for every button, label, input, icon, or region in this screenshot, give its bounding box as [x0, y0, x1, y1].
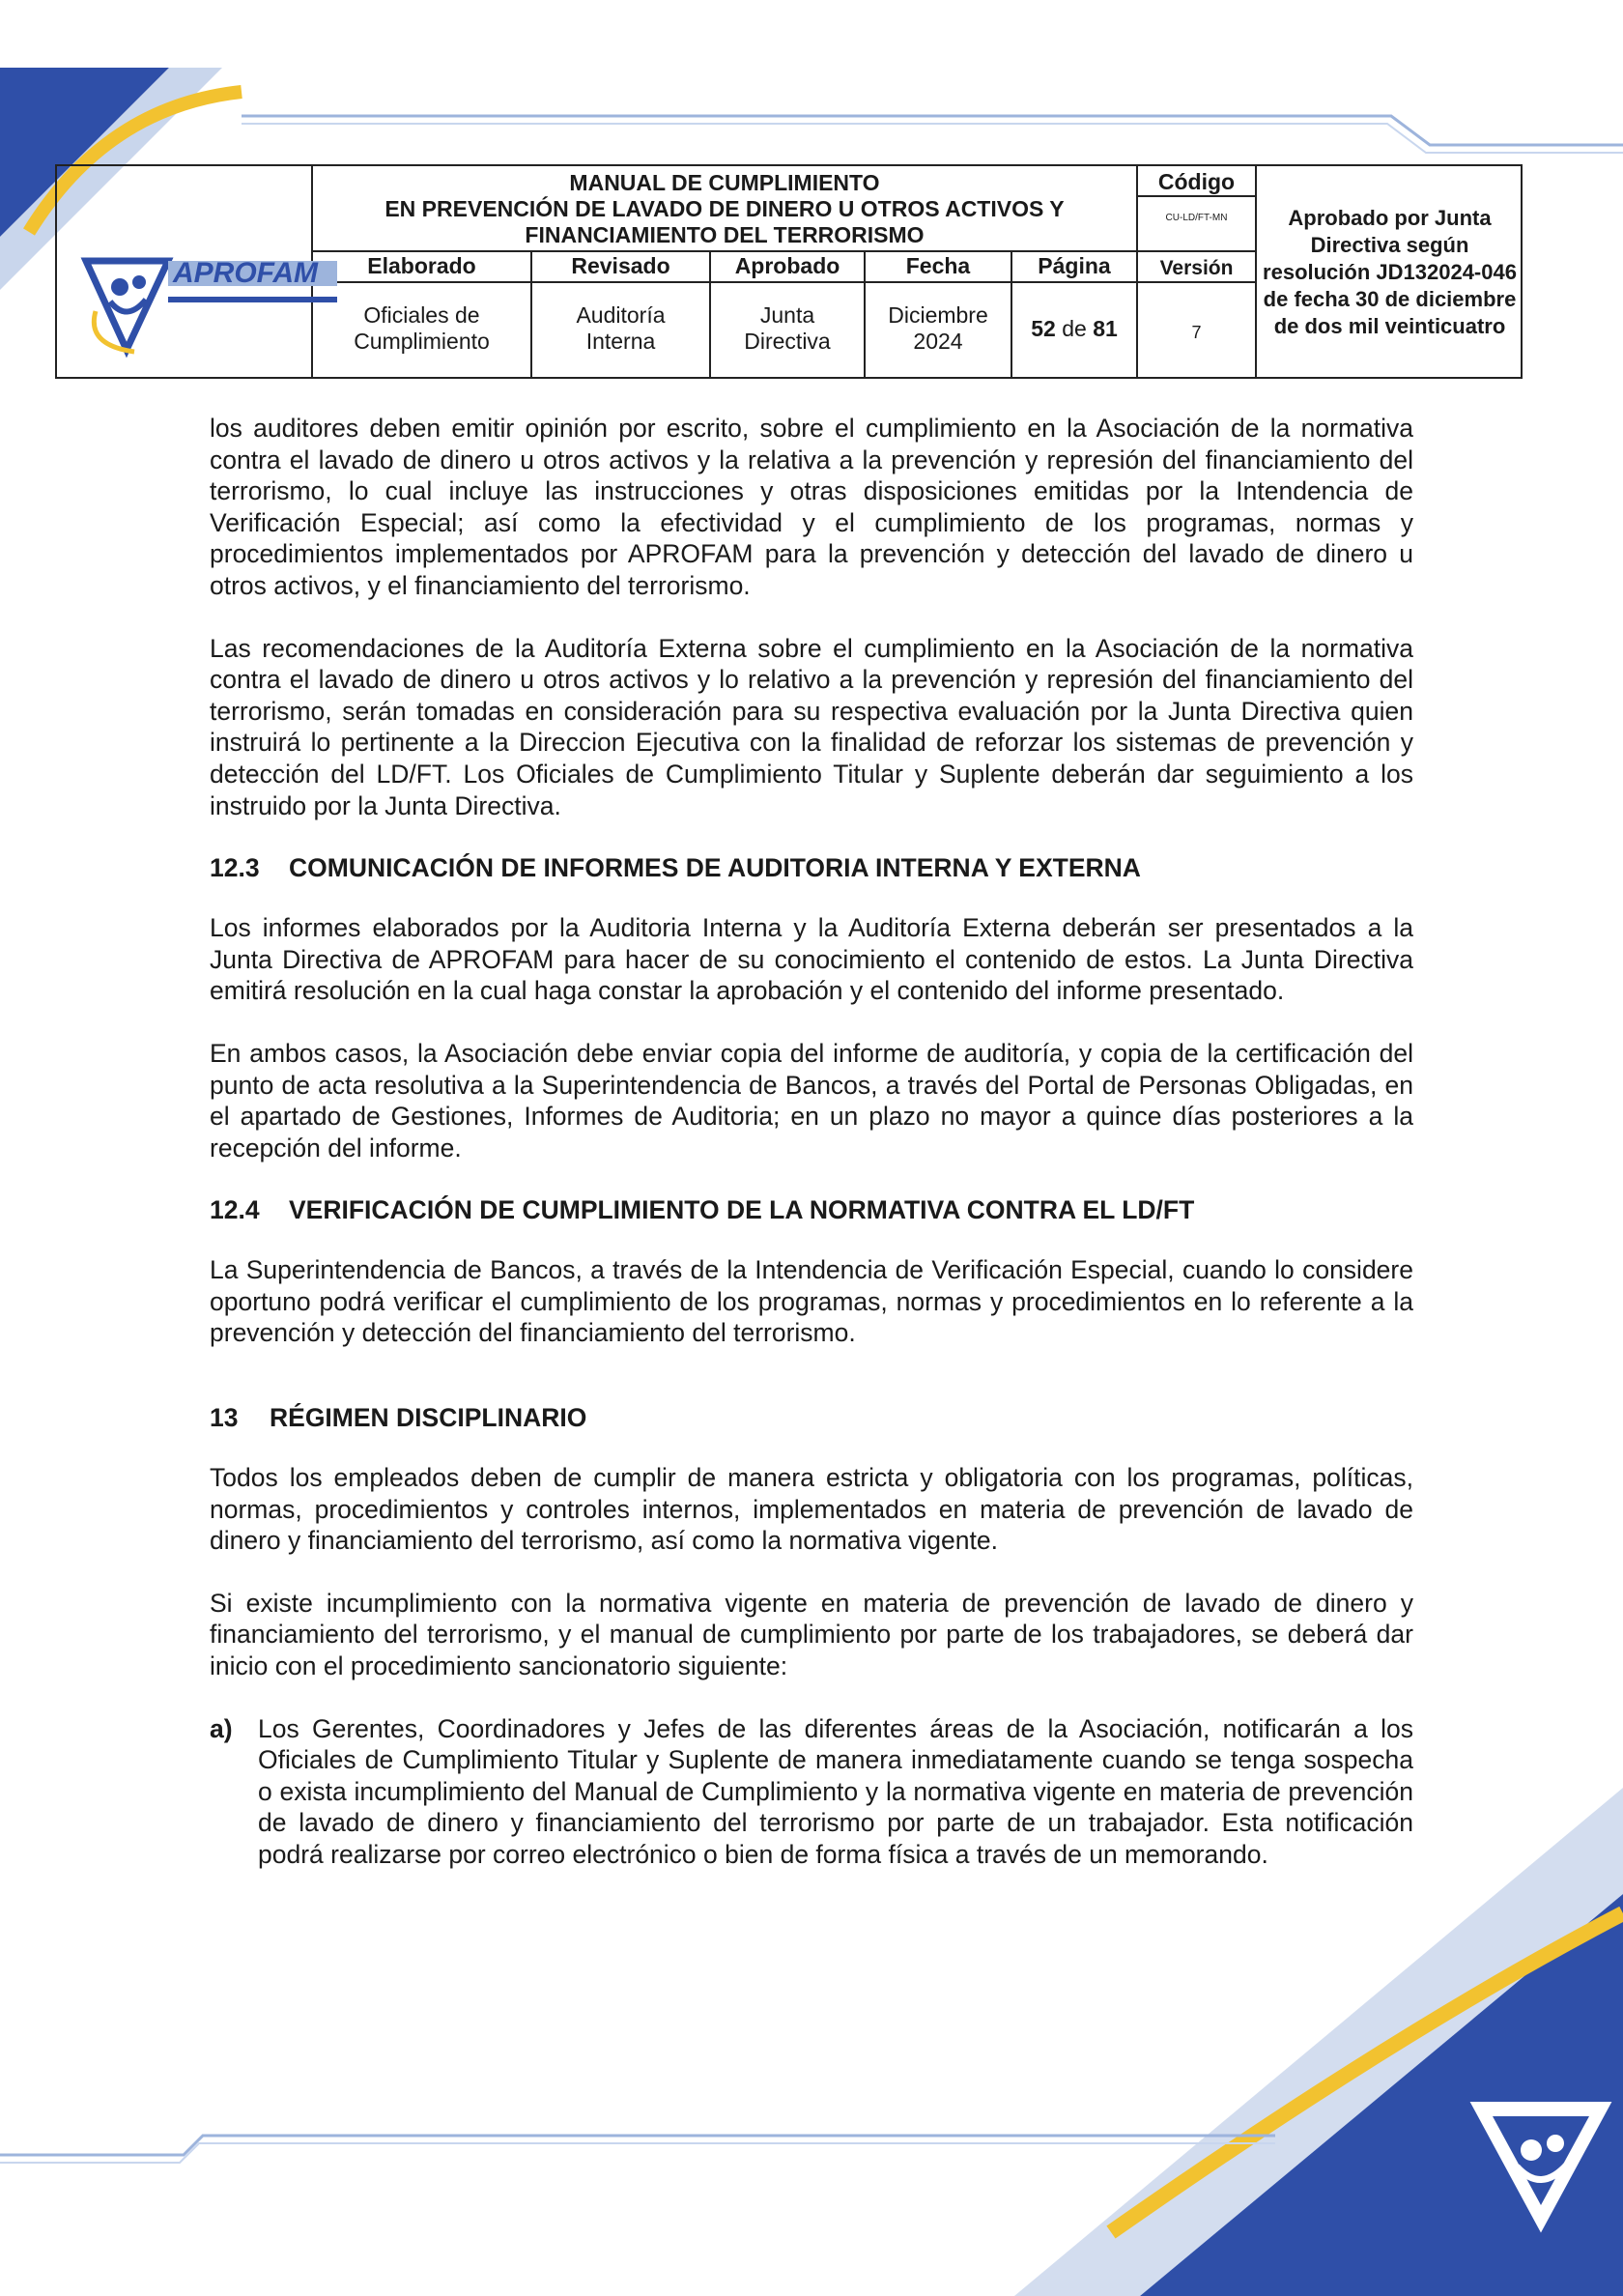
section-heading-12-4: 12.4 VERIFICACIÓN DE CUMPLIMIENTO DE LA NORMATIVA CONTRA EL LD/FT [210, 1195, 1195, 1225]
section-heading-13: 13 RÉGIMEN DISCIPLINARIO [210, 1403, 587, 1433]
paragraph: Los informes elaborados por la Auditoria Interna y la Auditoría Externa deberán ser presentados a la Junta Directiva de APROFAM para hacer de su conocimiento el contenido de estos. La Junta Directiva emitirá resolución en la cual haga constar la aprobación y el contenido del informe presentado. [210, 913, 1413, 1006]
version-value: 7 [1191, 323, 1202, 342]
col-pagina: Página [1038, 253, 1111, 278]
paragraph: Todos los empleados deben de cumplir de manera estricta y obligatoria con los programas, políticas, normas, procedimientos y controles internos, implementados en materia de prevención de lavado de dinero y financiamiento del terrorismo, así como la normativa vigente. [210, 1463, 1413, 1556]
pagina-value: 52 de 81 [1031, 316, 1118, 341]
revisado-value: Auditoría Interna [576, 302, 666, 354]
paragraph: En ambos casos, la Asociación debe enviar copia del informe de auditoría, y copia de la certificación del punto de acta resolutiva a la Superintendencia de Bancos, a través del Portal de Personas Obligadas, en el apartado de Gestiones, Informes de Auditoria; en un plazo no mayor a quince días posteriores a la recepción del informe. [210, 1038, 1413, 1162]
col-fecha: Fecha [905, 253, 971, 278]
list-item-a: a) Los Gerentes, Coordinadores y Jefes de las diferentes áreas de la Asociación, notificarán a los Oficiales de Cumplimiento Titular y Suplente de manera inmediatamente cuando se tenga sospecha o exista incumplimiento del Manual de Cumplimiento y la normativa vigente en materia de prevención de lavado de dinero y financiamiento del terrorismo por parte de un trabajador. Esta notificación podrá realizarse por correo electrónico o bien de forma física a través de un memorando. [210, 1713, 1413, 1869]
fecha-value: Diciembre 2024 [888, 302, 988, 354]
document-title: MANUAL DE CUMPLIMIENTO EN PREVENCIÓN DE LAVADO DE DINERO U OTROS ACTIVOS Y FINANCIAMIENTO DEL TERRORISMO [384, 170, 1065, 247]
document-header [55, 164, 1523, 379]
col-version: Versión [1159, 257, 1234, 279]
document-body [210, 413, 1413, 1871]
section-heading-12-3: 12.3 COMUNICACIÓN DE INFORMES DE AUDITORIA INTERNA Y EXTERNA [210, 853, 1141, 883]
svg-text:APROFAM: APROFAM [173, 257, 318, 289]
paragraph: Las recomendaciones de la Auditoría Externa sobre el cumplimiento en la Asociación de la normativa contra el lavado de dinero u otros activos y lo relativo a la prevención y represión del financiamiento del terrorismo, serán tomadas en consideración para su respectiva evaluación por la Junta Directiva quien instruirá lo pertinente a la Direccion Ejecutiva con la finalidad de reforzar los sistemas de prevención y detección del LD/FT. Los Oficiales de Cumplimiento Titular y Suplente deberán dar seguimiento a los instruido por la Junta Directiva. [210, 633, 1413, 820]
paragraph: los auditores deben emitir opinión por escrito, sobre el cumplimiento en la Asociación de la normativa contra el lavado de dinero u otros activos y la relativa a la prevención y represión del financiamiento del terrorismo, lo cual incluye las instrucciones y otras disposiciones emitidas por la Intendencia de Verificación Especial; así como la efectividad y el cumplimiento de los programas, normas y procedimientos implementados por APROFAM para la prevención y detección del lavado de dinero u otros activos, y el financiamiento del terrorismo. [210, 414, 1413, 600]
col-revisado: Revisado [571, 253, 670, 278]
paragraph: La Superintendencia de Bancos, a través de la Intendencia de Verificación Especial, cuando lo considere oportuno podrá verificar el cumplimiento de los programas, normas y procedimientos en lo referente a la prevención y detección del financiamiento del terrorismo. [210, 1255, 1413, 1348]
codigo-value: CU-LD/FT-MN [1165, 213, 1228, 223]
col-elaborado: Elaborado [367, 253, 476, 278]
aprobado-value: Junta Directiva [744, 302, 831, 354]
elaborado-value: Oficiales de Cumplimiento [354, 302, 490, 354]
aprofam-logo [76, 253, 337, 359]
col-aprobado: Aprobado [734, 253, 840, 278]
paragraph: Si existe incumplimiento con la normativa vigente en materia de prevención de lavado de dinero y financiamiento del terrorismo, y el manual de cumplimiento por parte de los trabajadores, se deberá dar inicio con el procedimiento sancionatorio siguiente: [210, 1588, 1413, 1681]
codigo-label: Código [1157, 169, 1236, 194]
approval-note: Aprobado por Junta Directiva según resolución JD132024-046 de fecha 30 de diciembre de dos mil veinticuatro [1263, 206, 1517, 338]
